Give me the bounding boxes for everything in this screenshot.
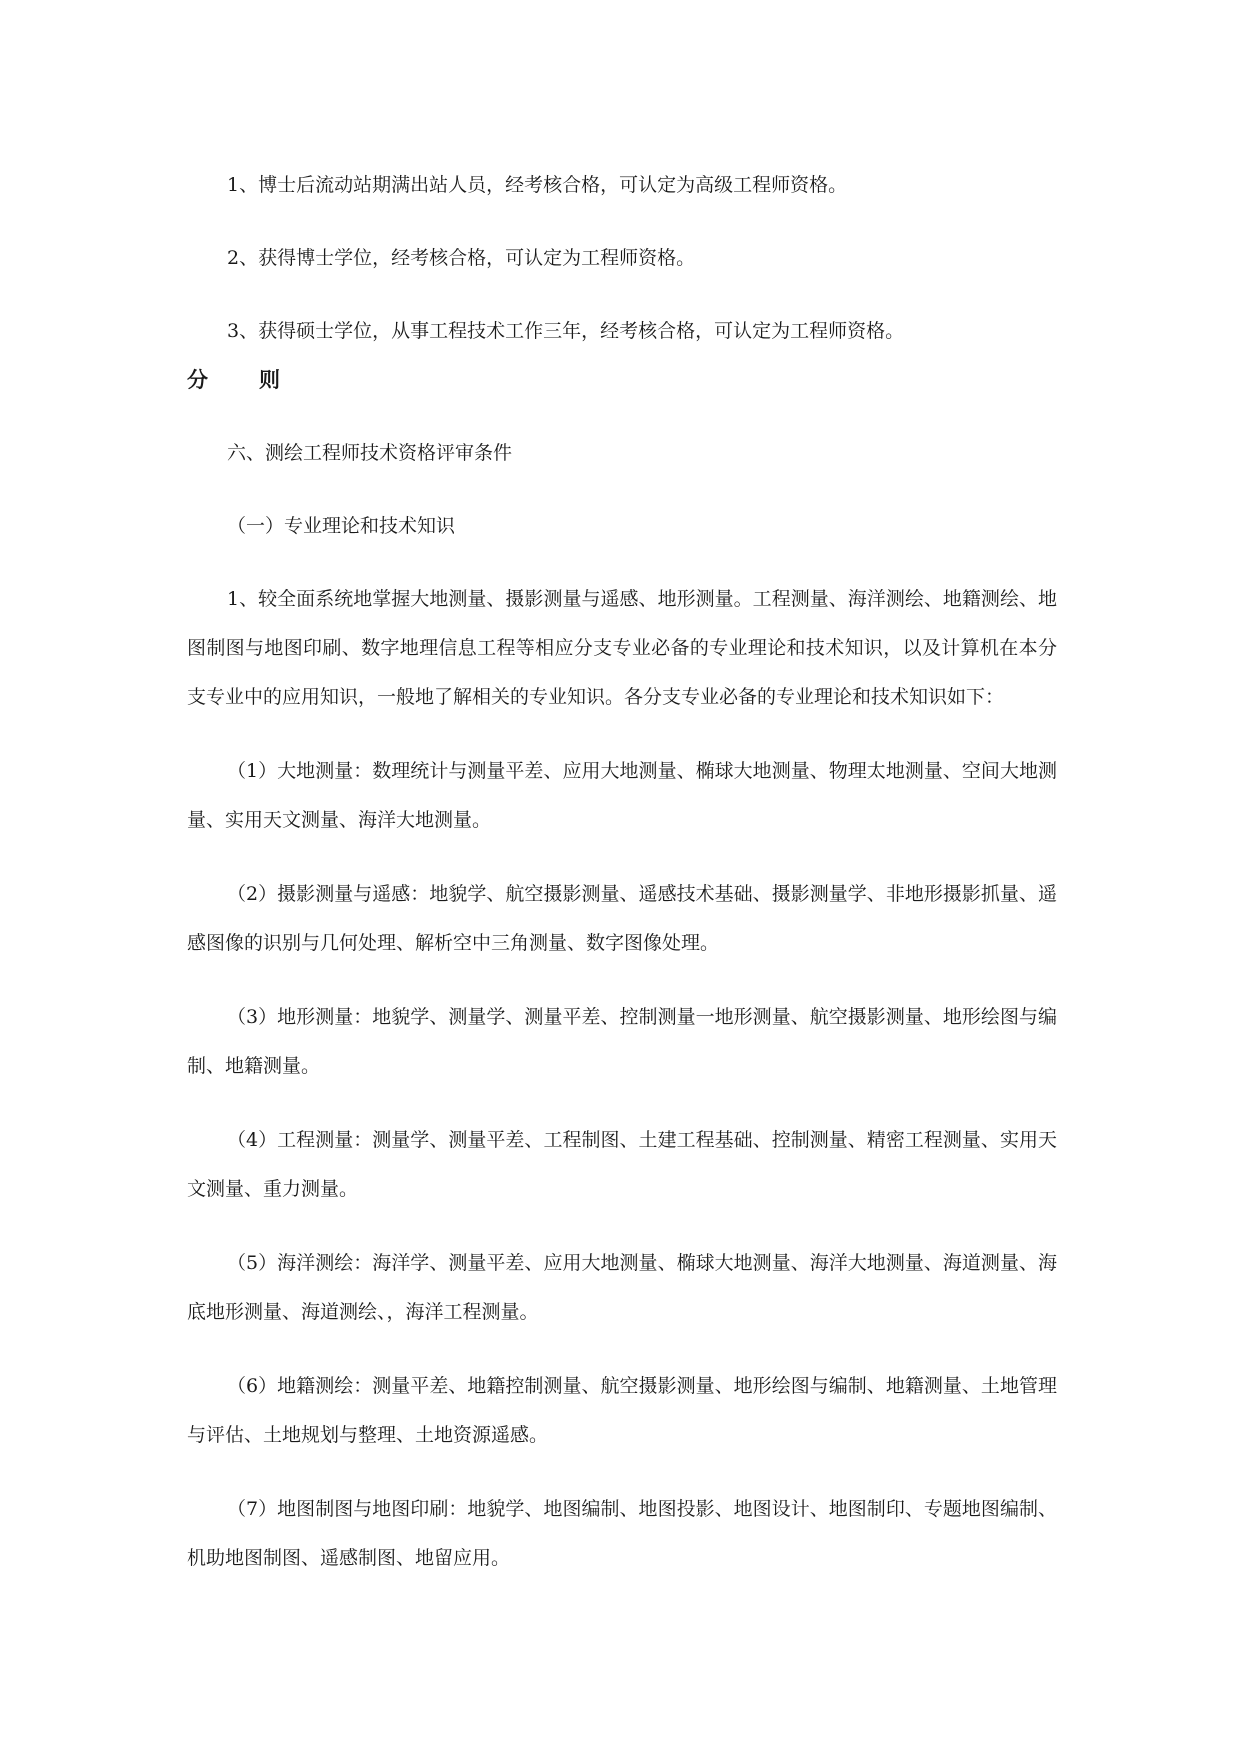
section-six-title: 六、测绘工程师技术资格评审条件 (227, 442, 513, 464)
branch-photogrammetry: （2）摄影测量与遥感：地貌学、航空摄影测量、遥感技术基础、摄影测量学、非地形摄影抓量、遥感图像的识别与几何处理、解析空中三角测量、数字图像处理。 (187, 883, 1057, 954)
branch-topographic: （3）地形测量：地貌学、测量学、测量平差、控制测量一地形测量、航空摄影测量、地形绘图与编制、地籍测量。 (187, 1006, 1057, 1077)
section-heading-char-2: 则 (259, 368, 280, 392)
section-heading (187, 356, 1057, 405)
qualification-item-1: 1、博士后流动站期满出站人员，经考核合格，可认定为高级工程师资格。 (227, 174, 848, 196)
branch-engineering: （4）工程测量：测量学、测量平差、工程制图、土建工程基础、控制测量、精密工程测量、实用天文测量、重力测量。 (187, 1129, 1057, 1200)
branch-cartography: （7）地图制图与地图印刷：地貌学、地图编制、地图投影、地图设计、地图制印、专题地图编制、机助地图制图、遥感制图、地留应用。 (187, 1498, 1057, 1569)
subsection-one-title: （一）专业理论和技术知识 (227, 515, 456, 537)
section-heading-char-1: 分 (187, 368, 208, 392)
document-body (187, 161, 1057, 1583)
qualification-item-2: 2、获得博士学位，经考核合格，可认定为工程师资格。 (227, 247, 696, 269)
qualification-item-3: 3、获得硕士学位，从事工程技术工作三年，经考核合格，可认定为工程师资格。 (227, 320, 905, 342)
branch-cadastral: （6）地籍测绘：测量平差、地籍控制测量、航空摄影测量、地形绘图与编制、地籍测量、土地管理与评估、土地规划与整理、土地资源遥感。 (187, 1375, 1057, 1446)
branch-geodesy: （1）大地测量：数理统计与测量平差、应用大地测量、椭球大地测量、物理太地测量、空间大地测量、实用天文测量、海洋大地测量。 (187, 760, 1057, 831)
branch-marine: （5）海洋测绘：海洋学、测量平差、应用大地测量、椭球大地测量、海洋大地测量、海道测量、海底地形测量、海道测绘、，海洋工程测量。 (187, 1252, 1057, 1323)
knowledge-paragraph: 1、较全面系统地掌握大地测量、摄影测量与遥感、地形测量。工程测量、海洋测绘、地籍测绘、地图制图与地图印刷、数字地理信息工程等相应分支专业必备的专业理论和技术知识，以及计算机在本分支专业中的应用知识，一般地了解相关的专业知识。各分支专业必备的专业理论和技术知识如下： (187, 588, 1057, 708)
